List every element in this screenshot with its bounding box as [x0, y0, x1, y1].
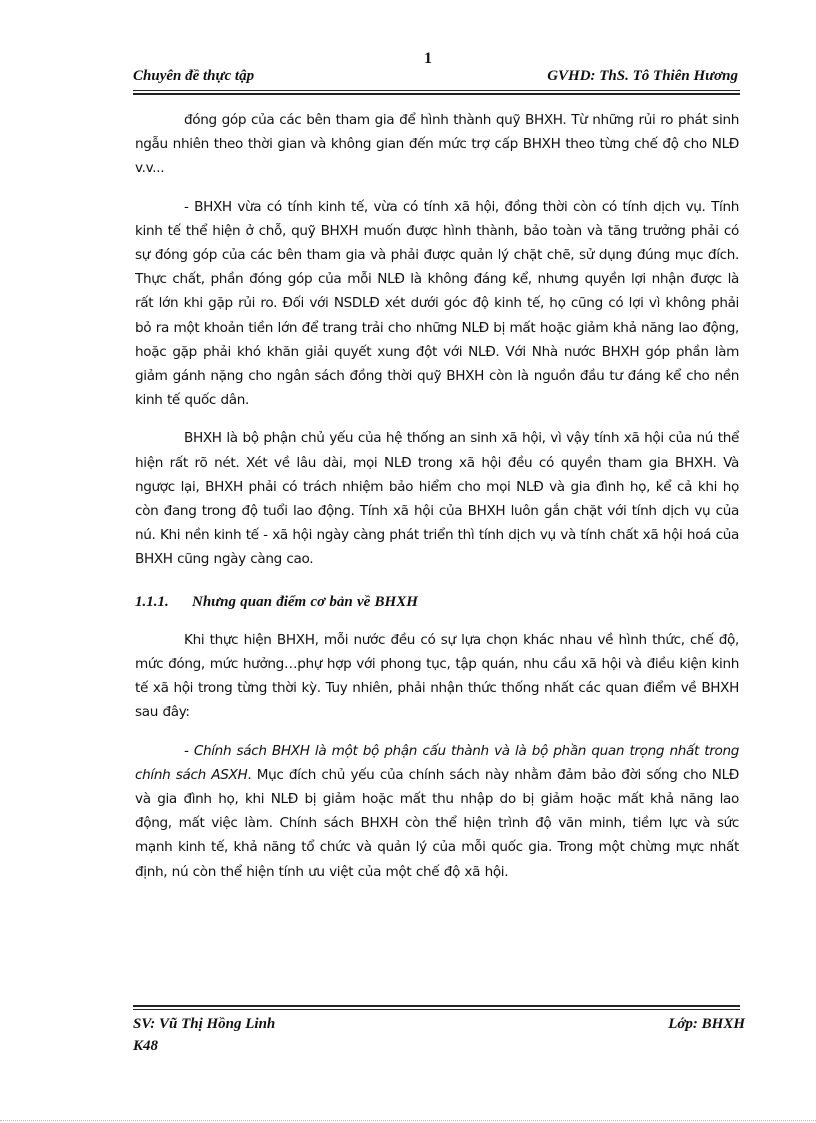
header-report-type: Chuyên đề thực tập — [133, 68, 255, 84]
page-header — [133, 66, 740, 88]
header-supervisor: GVHD: ThS. Tô Thiên Hương — [547, 68, 738, 84]
paragraph-continuation: đóng góp của các bên tham gia để hình thành quỹ BHXH. Từ những rủi ro phát sinh ngẫu nhiên theo thời gian và không gian đến mức trợ cấp BHXH theo từng chế độ cho NLĐ v.v... — [135, 112, 739, 177]
footer-class-code: K48 — [133, 1038, 159, 1054]
page-edge — [0, 1120, 816, 1122]
section-heading — [135, 590, 739, 614]
page-number: 1 — [424, 50, 432, 67]
paragraph-social-nature: BHXH là bộ phận chủ yếu của hệ thống an sinh xã hội, vì vậy tính xã hội của nú thể hiện rất rõ nét. Xét về lâu dài, mọi NLĐ trong xã hội đều có quyền tham gia BHXH. Và ngược lại, BHXH phải có trách nhiệm bảo hiểm cho mọi NLĐ và gia đình họ, kể cả khi họ còn đang trong độ tuổi lao động. Tính xã hội của BHXH luôn gắn chặt với tính dịch vụ của nú. Khi nền kinh tế - xã hội ngày càng phát triển thì tính dịch vụ và tính chất xã hội hoá của BHXH cũng ngày càng cao. — [135, 430, 739, 568]
policy-text: . Mục đích chủ yếu của chính sách này nhằm đảm bảo đời sống cho NLĐ và gia đình họ, khi NLĐ bị giảm hoặc mất thu nhập do bị giảm hoặc mất khả năng lao động, mất việc làm. Chính sách BHXH còn thể hiện trình độ văn minh, tiềm lực và sức mạnh kinh tế, khả năng tổ chức và quản lý của mỗi quốc gia. Trong một chừng mực nhất định, nú còn thể hiện tính ưu việt của một chế độ xã hội. — [135, 766, 739, 880]
footer-divider — [133, 1005, 740, 1010]
paragraph-policy — [135, 739, 739, 884]
policy-emphasis: - Chính sách BHXH là một bộ phận cấu thành và là bộ phần quan trọng nhất trong chính sách ASXH — [135, 742, 739, 783]
paragraph-economic-social: - BHXH vừa có tính kinh tế, vừa có tính xã hội, đồng thời còn có tính dịch vụ. Tính kinh tế thể hiện ở chỗ, quỹ BHXH muốn được hình thành, bảo toàn và tăng trưởng phải có sự đóng góp của các bên tham gia và phải được quản lý chặt chẽ, sử dụng đúng mục đích. Thực chất, phần đóng góp của mỗi NLĐ là không đáng kể, nhưng quyền lợi nhận được là rất lớn khi gặp rủi ro. Đối với NSDLĐ xét dưới góc độ kinh tế, họ cũng có lợi vì không phải bỏ ra một khoản tiền lớn để trang trải cho những NLĐ bị mất hoặc giảm khả năng lao động, hoặc gặp phải khó khăn giải quyết xung đột với NLĐ. Với Nhà nước BHXH góp phần làm giảm gánh nặng cho ngân sách đồng thời quỹ BHXH còn là nguồn đầu tư đáng kể cho nền kinh tế quốc dân. — [135, 198, 739, 409]
section-number: 1.1.1. — [135, 593, 169, 610]
footer-student: SV: Vũ Thị Hồng Linh — [133, 1016, 276, 1032]
footer-class: Lớp: BHXH — [668, 1016, 745, 1032]
paragraph-viewpoints-intro: Khi thực hiện BHXH, mỗi nước đều có sự lựa chọn khác nhau về hình thức, chế độ, mức đóng, mức hưởng…phự hợp với phong tục, tập quán, nhu cầu xã hội và điều kiện kinh tế xã hội trong từng thời kỳ. Tuy nhiên, phải nhận thức thống nhất các quan điểm về BHXH sau đây: — [135, 631, 739, 721]
document-body — [135, 108, 739, 898]
section-title: Nhưng quan điểm cơ bản về BHXH — [192, 593, 418, 610]
header-divider — [133, 90, 740, 95]
